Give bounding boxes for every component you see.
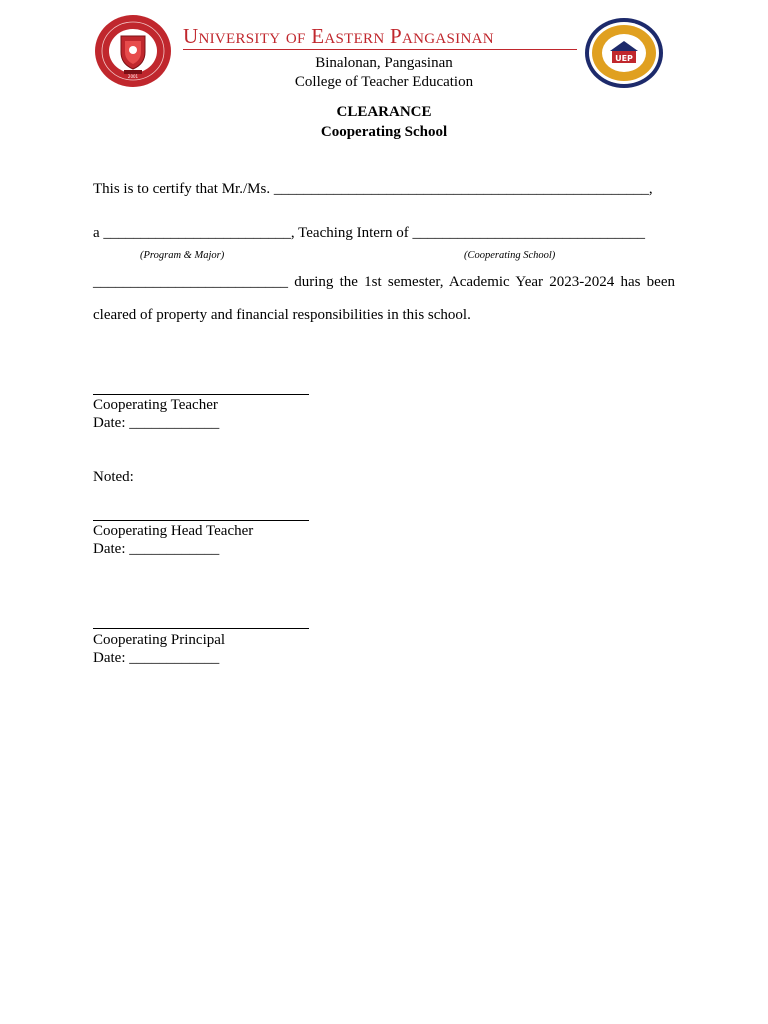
noted-label: Noted:	[93, 469, 134, 485]
teacher-signature-line	[93, 394, 309, 395]
cleared-line: cleared of property and financial responsibilities in this school.	[93, 307, 471, 323]
program-major-caption: (Program & Major)	[140, 250, 225, 261]
university-name: University of Eastern Pangasinan	[183, 24, 494, 48]
semester-line: __________________________ during the 1st semester, Academic Year 2023-2024 has been	[93, 274, 675, 290]
document-title: CLEARANCE	[336, 104, 432, 120]
location-text: Binalonan, Pangasinan	[315, 55, 453, 71]
cooperating-principal-label: Cooperating Principal	[93, 632, 226, 648]
document-subtitle: Cooperating School	[320, 124, 448, 140]
head-teacher-signature-line	[93, 520, 309, 521]
cooperating-school-caption: (Cooperating School)	[464, 250, 556, 261]
certify-line: This is to certify that Mr./Ms. __________________________________________________,	[93, 181, 653, 197]
svg-text:2001: 2001	[127, 74, 139, 79]
cooperating-head-teacher-label: Cooperating Head Teacher	[93, 523, 254, 539]
header-divider	[183, 49, 577, 50]
teacher-date-field: Date: ____________	[93, 415, 220, 431]
principal-date-field: Date: ____________	[93, 650, 220, 666]
head-teacher-date-field: Date: ____________	[93, 541, 220, 557]
principal-signature-line	[93, 628, 309, 629]
college-name: College of Teacher Education	[294, 74, 474, 90]
svg-text:UEP: UEP	[615, 54, 633, 63]
program-intern-line: a _________________________, Teaching Intern of _______________________________	[93, 225, 645, 241]
cooperating-teacher-label: Cooperating Teacher	[93, 397, 218, 413]
